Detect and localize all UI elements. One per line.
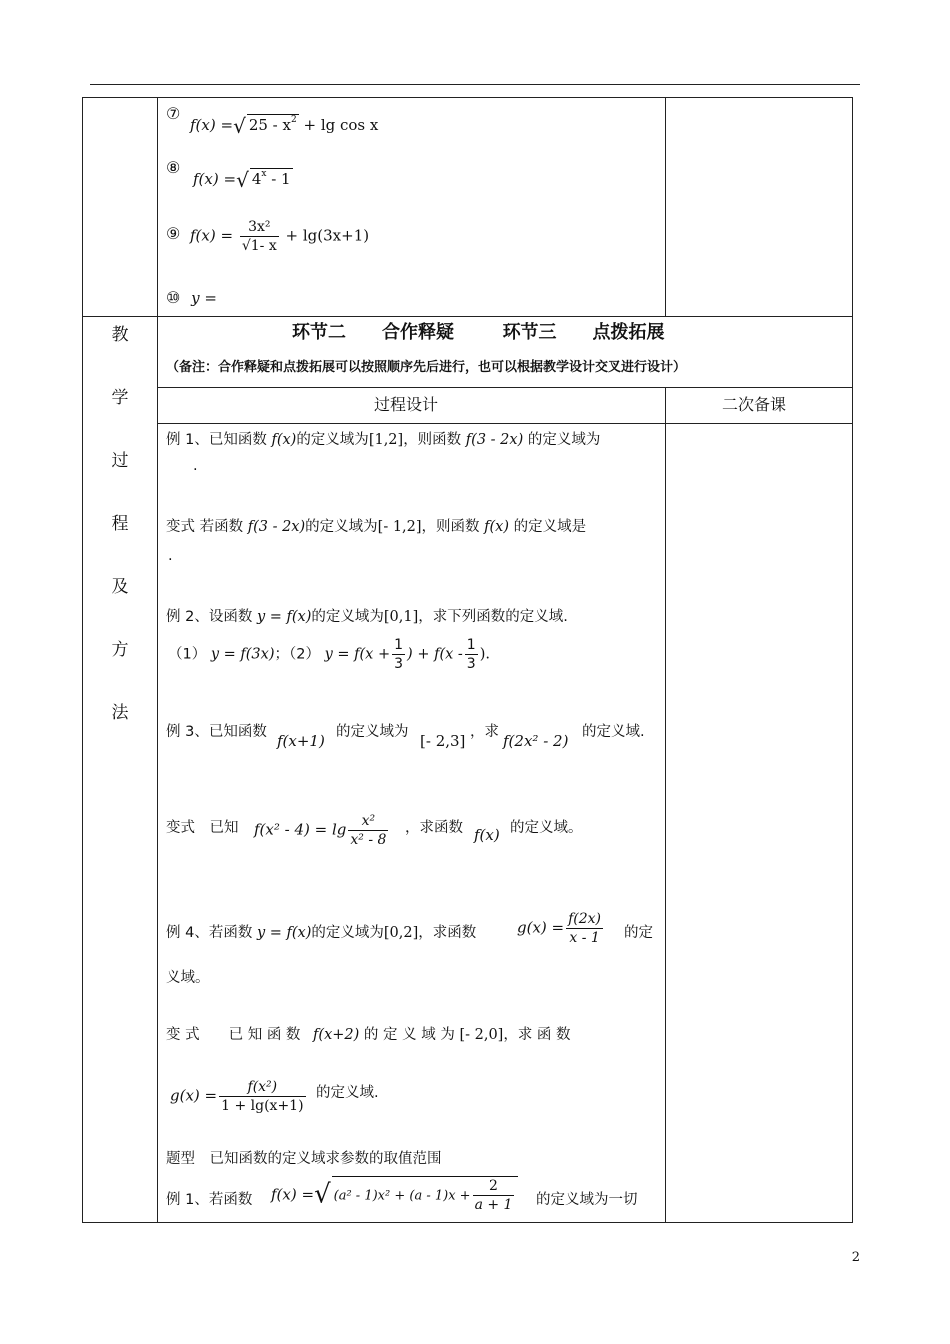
example-5-text: 的定义域为一切 bbox=[536, 1192, 638, 1208]
variant-2-formula bbox=[254, 812, 390, 849]
item-9-marker: ⑨ bbox=[166, 224, 181, 243]
row-divider-1 bbox=[82, 316, 853, 317]
fraction-num: 1 bbox=[466, 637, 476, 653]
example-3-text2: ，求 bbox=[470, 724, 499, 740]
variant-1-func: f(3 - 2x) bbox=[247, 519, 306, 535]
example-5-label: 例 1、若函数 bbox=[166, 1192, 253, 1208]
col-header-revision: 二次备课 bbox=[722, 395, 787, 414]
variant-1-line bbox=[166, 515, 586, 536]
variant-3-g: g(x) = bbox=[170, 1086, 218, 1105]
example-3-func: f(x+1) bbox=[277, 732, 325, 750]
example-4-func: y = f(x) bbox=[256, 925, 312, 941]
col-divider-right bbox=[665, 97, 666, 316]
example-4-num: f(2x) bbox=[568, 911, 602, 927]
variant-3-line bbox=[166, 1023, 571, 1044]
section-title bbox=[292, 318, 665, 344]
example-3-line bbox=[166, 720, 267, 741]
example-3-text3: 的定义域. bbox=[582, 724, 645, 740]
formula-9-num: 3x² bbox=[248, 219, 271, 235]
example-2-part2b: ) + f(x - bbox=[407, 646, 463, 663]
example-1-text2: ，则函数 bbox=[403, 432, 462, 448]
variant-1-text: 的定义域为 bbox=[305, 519, 378, 535]
row-divider-2 bbox=[157, 387, 853, 388]
example-4-den: x - 1 bbox=[566, 928, 603, 947]
example-2-text: 的定义域为 bbox=[311, 609, 384, 625]
variant-3-num: f(x²) bbox=[247, 1079, 278, 1095]
fraction-den: 3 bbox=[394, 656, 404, 672]
example-5-formula: f(x) =√ (a² - 1)x² + (a - 1)x + $\frac{2}{a + 1}$ bbox=[271, 1176, 518, 1214]
example-2-part1-label: （1） bbox=[168, 646, 207, 663]
example-4-text3: 的定 bbox=[624, 925, 653, 941]
example-1-func2: f(3 - 2x) bbox=[465, 432, 524, 448]
example-4-label: 例 4、若函数 bbox=[166, 925, 253, 941]
variant-1-end: . bbox=[168, 548, 173, 564]
variant-1-domain: [- 1,2] bbox=[377, 519, 422, 535]
formula-8-base: 4 bbox=[251, 170, 262, 188]
example-3-text: 的定义域为 bbox=[336, 724, 409, 740]
formula-8-rest: - 1 bbox=[271, 170, 291, 188]
item-7 bbox=[166, 104, 180, 123]
example-4-text: 的定义域为 bbox=[311, 925, 384, 941]
formula-10: y = bbox=[191, 289, 217, 307]
example-5-den: a + 1 bbox=[474, 1197, 513, 1213]
side-label-char: 程 bbox=[111, 514, 129, 534]
formula-9-den: √1- x bbox=[241, 238, 277, 254]
variant-2-func: f(x) bbox=[474, 826, 500, 844]
example-5-lhs: f(x) = bbox=[271, 1185, 315, 1204]
variant-1-func2: f(x) bbox=[484, 519, 510, 535]
section-title-b: 环节三 点拨拓展 bbox=[502, 322, 665, 343]
formula-7-exp: 2 bbox=[290, 115, 297, 125]
variant-3-text3: 的定义域. bbox=[316, 1085, 379, 1101]
col-header-process: 过程设计 bbox=[374, 395, 439, 414]
variant-3-label: 变 式 已 知 函 数 bbox=[166, 1027, 301, 1043]
example-3-label: 例 3、已知函数 bbox=[166, 724, 267, 740]
item-9 bbox=[166, 224, 180, 243]
side-label-char: 教 bbox=[111, 325, 129, 345]
example-2-func: y = f(x) bbox=[256, 609, 312, 625]
example-1-text3: 的定义域为 bbox=[527, 432, 601, 448]
example-2-domain: [0,1] bbox=[383, 609, 419, 625]
side-label-char: 法 bbox=[111, 703, 129, 723]
variant-2-label: 变式 已知 bbox=[166, 820, 239, 836]
section-note: （备注：合作释疑和点拨拓展可以按照顺序先后进行，也可以根据教学设计交叉进行设计） bbox=[166, 360, 687, 375]
item-7-marker: ⑦ bbox=[166, 104, 181, 123]
section-title-a: 环节二 合作释疑 bbox=[292, 322, 454, 343]
variant-2-den: x² - 8 bbox=[350, 832, 387, 848]
variant-1-label: 变式 若函数 bbox=[166, 519, 244, 535]
formula-7: f(x) =√ $25 - x^2 + \lg \cos x$ bbox=[190, 114, 379, 138]
variant-2-text: ，求函数 bbox=[405, 820, 463, 836]
row-divider-3 bbox=[157, 423, 853, 424]
formula-7-lhs: f(x) = bbox=[190, 116, 234, 134]
formula-9 bbox=[190, 218, 369, 255]
example-5-num: 2 bbox=[489, 1178, 498, 1194]
item-8 bbox=[166, 158, 180, 177]
problem-type-heading: 题型 已知函数的定义域求参数的取值范围 bbox=[166, 1151, 442, 1167]
variant-2-text2: 的定义域。 bbox=[510, 820, 583, 836]
variant-3-formula bbox=[170, 1078, 308, 1115]
variant-3-domain: [- 2,0] bbox=[459, 1027, 504, 1043]
example-2-part2c: ). bbox=[479, 646, 490, 663]
col-divider-right-lower bbox=[665, 387, 666, 1223]
example-4-text2: ，求函数 bbox=[418, 925, 477, 941]
variant-2-num: x² bbox=[361, 813, 376, 829]
example-2-label: 例 2、设函数 bbox=[166, 609, 253, 625]
example-1-func: f(x) bbox=[271, 432, 297, 448]
formula-9-lhs: f(x) = bbox=[190, 226, 234, 245]
example-2-part2a: y = f(x + bbox=[324, 646, 391, 663]
variant-2-lhs: f(x² - 4) = lg bbox=[254, 820, 347, 839]
item-10 bbox=[166, 288, 217, 307]
variant-3-func: f(x+2) bbox=[313, 1027, 360, 1043]
example-1-label: 例 1、已知函数 bbox=[166, 432, 267, 448]
fraction-num: 1 bbox=[394, 637, 404, 653]
example-4-domain: [0,2] bbox=[383, 925, 419, 941]
example-2-part1: y = f(3x) bbox=[210, 646, 275, 663]
header-rule bbox=[90, 84, 860, 85]
example-4-text4: 义域。 bbox=[166, 970, 210, 986]
example-1-end: . bbox=[193, 458, 198, 474]
side-label-char: 过 bbox=[111, 451, 129, 471]
variant-3-text: 的 定 义 域 为 bbox=[363, 1027, 455, 1043]
fraction-den: 3 bbox=[466, 656, 476, 672]
formula-8: f(x) =√ 4$^x$ - 1 bbox=[193, 168, 291, 192]
example-1-line bbox=[166, 428, 600, 449]
variant-3-den: 1 + lg(x+1) bbox=[221, 1098, 304, 1114]
variant-1-text2: ，则函数 bbox=[421, 519, 480, 535]
side-label-char: 方 bbox=[111, 640, 129, 660]
example-4-line bbox=[166, 921, 476, 942]
variant-1-text3: 的定义域是 bbox=[513, 519, 587, 535]
variant-3-text2: ，求 函 数 bbox=[503, 1027, 571, 1043]
example-5-radicand: (a² - 1)x² + (a - 1)x + bbox=[333, 1188, 471, 1204]
example-4-g: g(x) = bbox=[517, 918, 565, 937]
col-divider-left bbox=[157, 97, 158, 1223]
formula-8-lhs: f(x) = bbox=[193, 170, 237, 188]
example-2-line bbox=[166, 605, 568, 626]
formula-7-radicand: 25 - x bbox=[248, 116, 291, 134]
example-3-func2: f(2x² - 2) bbox=[503, 732, 569, 750]
item-8-marker: ⑧ bbox=[166, 158, 181, 177]
side-label-char: 学 bbox=[111, 388, 129, 408]
page-number: 2 bbox=[851, 1250, 860, 1265]
example-2-text2: ，求下列函数的定义域. bbox=[418, 609, 568, 625]
example-2-parts bbox=[168, 636, 490, 673]
example-2-part2-label: ；（2） bbox=[274, 646, 320, 663]
formula-7-tail: + lg cos x bbox=[303, 116, 379, 134]
example-1-domain: [1,2] bbox=[368, 432, 404, 448]
example-1-text: 的定义域为 bbox=[296, 432, 369, 448]
formula-8-exp: x bbox=[261, 169, 267, 179]
example-3-domain: [- 2,3] bbox=[420, 732, 466, 750]
formula-9-tail: + lg(3x+1) bbox=[285, 226, 370, 245]
item-10-marker: ⑩ bbox=[166, 288, 181, 307]
side-label-char: 及 bbox=[111, 577, 129, 597]
example-4-formula bbox=[517, 910, 605, 947]
